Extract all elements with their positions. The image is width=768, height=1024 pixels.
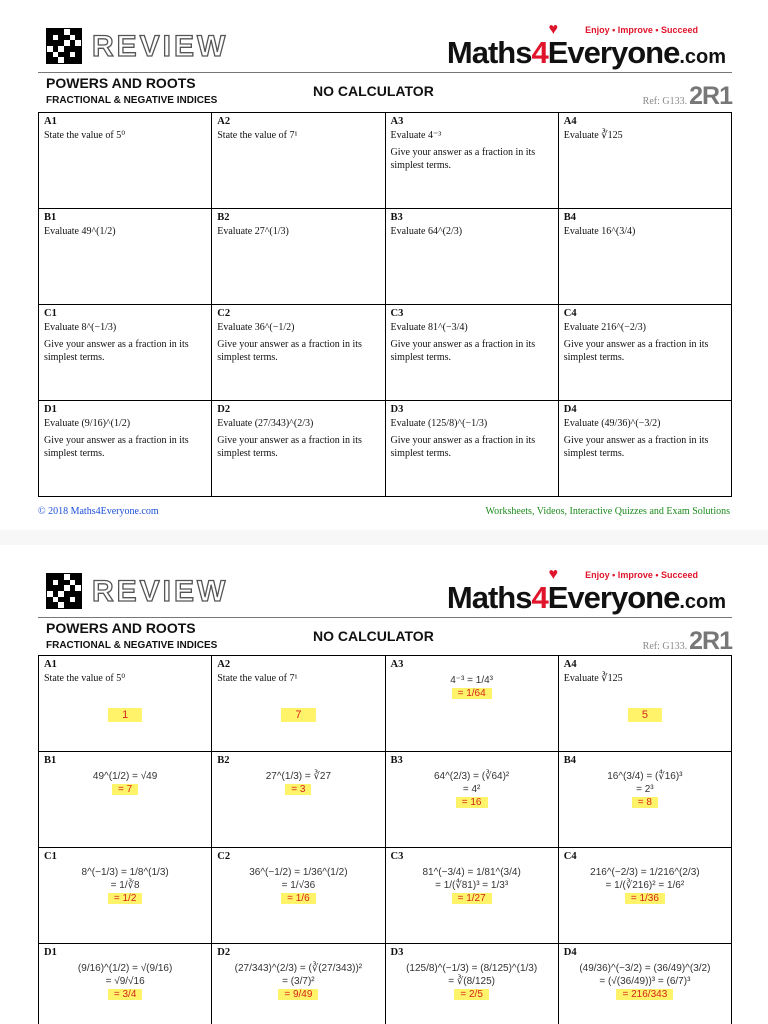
resources-link[interactable]: Worksheets, Videos, Interactive Quizzes and Exam Solutions xyxy=(485,506,730,517)
question-text: Evaluate 81^(−3/4) xyxy=(390,322,468,333)
question-instruction: Give your answer as a fraction in its simplest terms. xyxy=(390,339,536,363)
final-answer: = 1/36 xyxy=(625,893,665,904)
final-answer: 7 xyxy=(281,708,315,722)
question-text: Evaluate 216^(−2/3) xyxy=(563,322,647,333)
ref-code: 2R1 xyxy=(689,82,732,110)
solution-step: 16^(3/4) = (∜16)³ xyxy=(607,771,683,782)
question-instruction: Give your answer as a fraction in its simplest terms. xyxy=(44,435,189,459)
question-cell xyxy=(559,209,732,305)
answer-cell xyxy=(386,656,559,752)
header-divider xyxy=(38,72,732,73)
brand-text-tail: Everyone xyxy=(547,35,680,70)
review-label: REVIEW xyxy=(92,575,229,608)
question-cell xyxy=(212,209,385,305)
solution-step: = 1/√36 xyxy=(281,880,316,891)
question-label: A2 xyxy=(217,116,231,127)
solution-step: = 2³ xyxy=(636,784,654,795)
question-text: Evaluate (27/343)^(2/3) xyxy=(217,418,314,429)
question-text: Evaluate (125/8)^(−1/3) xyxy=(390,418,488,429)
final-answer: = 3/4 xyxy=(108,989,143,1000)
solution-step: = 1/(∛216)² = 1/6² xyxy=(605,880,685,891)
answer-label: C3 xyxy=(390,851,404,862)
solution-step: = (3/7)² xyxy=(282,976,315,987)
answer-question-text: State the value of 7¹ xyxy=(217,673,298,684)
final-step xyxy=(386,687,558,700)
answer-label: B1 xyxy=(44,755,57,766)
question-cell xyxy=(386,305,559,401)
question-label: B1 xyxy=(44,212,57,223)
worked-solution xyxy=(212,770,384,796)
question-label: C3 xyxy=(390,308,404,319)
question-text: Evaluate 49^(1/2) xyxy=(44,226,116,237)
final-answer: = 9/49 xyxy=(278,989,318,1000)
question-cell xyxy=(559,113,732,209)
question-cell xyxy=(39,113,212,209)
question-instruction: Give your answer as a fraction in its simplest terms. xyxy=(390,147,536,171)
question-label: B3 xyxy=(390,212,403,223)
question-text: Evaluate (49/36)^(−3/2) xyxy=(563,418,661,429)
page-subtitle: FRACTIONAL & NEGATIVE INDICES xyxy=(46,640,218,651)
heart-icon: ♥ xyxy=(548,566,558,583)
solution-step: (9/16)^(1/2) = √(9/16) xyxy=(77,963,173,974)
answer-label: A4 xyxy=(563,659,577,670)
worked-solution xyxy=(39,962,211,1001)
question-label: D4 xyxy=(563,404,577,415)
question-text: Evaluate 27^(1/3) xyxy=(217,226,289,237)
final-answer: = 3 xyxy=(285,784,311,795)
question-label: A4 xyxy=(563,116,577,127)
question-cell xyxy=(559,401,732,497)
question-text: Evaluate 36^(−1/2) xyxy=(217,322,295,333)
brand-text: Maths xyxy=(446,35,532,70)
final-answer: = 1/27 xyxy=(452,893,492,904)
question-text: Evaluate 16^(3/4) xyxy=(563,226,636,237)
solution-step: (125/8)^(−1/3) = (8/125)^(1/3) xyxy=(406,963,538,974)
question-cell xyxy=(39,209,212,305)
brand-logo xyxy=(447,36,726,74)
solution-step: = 4² xyxy=(462,784,481,795)
solution-step: = ∛(8/125) xyxy=(448,976,495,987)
answer-cell xyxy=(39,656,212,752)
brand-logo xyxy=(447,581,726,619)
answer-cell xyxy=(559,944,732,1024)
question-grid xyxy=(38,112,732,497)
reference-code xyxy=(643,627,732,656)
solution-step: 8^(−1/3) = 1/8^(1/3) xyxy=(81,867,169,878)
final-answer: = 8 xyxy=(632,797,658,808)
qr-code-icon xyxy=(46,573,82,609)
answer-label: B2 xyxy=(217,755,230,766)
answer-cell xyxy=(386,944,559,1024)
question-label: B2 xyxy=(217,212,230,223)
page-title: POWERS AND ROOTS xyxy=(46,75,196,91)
final-step xyxy=(212,988,384,1001)
answer-label: C2 xyxy=(217,851,231,862)
worked-solution xyxy=(386,674,558,700)
question-text: Evaluate 64^(2/3) xyxy=(390,226,463,237)
answer-cell xyxy=(559,848,732,944)
final-step xyxy=(559,796,731,809)
question-label: B4 xyxy=(563,212,577,223)
final-step xyxy=(39,783,211,796)
worked-solution xyxy=(386,962,558,1001)
worked-solution xyxy=(386,866,558,905)
final-answer: = 1/6 xyxy=(281,893,316,904)
worked-solution xyxy=(39,770,211,796)
answer-cell xyxy=(212,944,385,1024)
final-step xyxy=(559,988,731,1001)
final-step xyxy=(39,988,211,1001)
question-cell xyxy=(212,305,385,401)
page-header-answers xyxy=(38,567,732,617)
qr-code-icon xyxy=(46,28,82,64)
final-step xyxy=(212,892,384,905)
question-label: A3 xyxy=(390,116,404,127)
answer-cell xyxy=(559,656,732,752)
question-instruction: Give your answer as a fraction in its simplest terms. xyxy=(390,435,536,459)
answer-cell xyxy=(386,752,559,848)
question-instruction: Give your answer as a fraction in its simplest terms. xyxy=(563,435,709,459)
worked-solution xyxy=(212,866,384,905)
worked-solution xyxy=(559,962,731,1001)
answer-label: D4 xyxy=(563,947,577,958)
worked-solution xyxy=(39,866,211,905)
question-label: D3 xyxy=(390,404,404,415)
solution-step: (49/36)^(−3/2) = (36/49)^(3/2) xyxy=(579,963,711,974)
calculator-notice: NO CALCULATOR xyxy=(313,628,434,644)
final-answer: = 1/64 xyxy=(452,688,492,699)
solution-step: 4⁻³ = 1/4³ xyxy=(450,675,494,686)
brand-tagline: Enjoy • Improve • Succeed xyxy=(585,570,698,580)
brand-tagline: Enjoy • Improve • Succeed xyxy=(585,25,698,35)
question-label: C1 xyxy=(44,308,57,319)
ref-code: 2R1 xyxy=(689,627,732,655)
question-label: D1 xyxy=(44,404,57,415)
answer-label: A3 xyxy=(390,659,404,670)
final-answer: = 7 xyxy=(112,784,138,795)
solution-step: 64^(2/3) = (∛64)² xyxy=(433,771,510,782)
question-cell xyxy=(386,113,559,209)
brand-text-tail: Everyone xyxy=(547,580,680,615)
answer-label: D1 xyxy=(44,947,57,958)
question-text: Evaluate 4⁻³ xyxy=(390,130,442,141)
final-answer: = 1/2 xyxy=(108,893,143,904)
solution-step: (27/343)^(2/3) = (∛(27/343))² xyxy=(234,963,363,974)
final-step xyxy=(559,892,731,905)
answer-cell xyxy=(212,848,385,944)
brand-four: 4 xyxy=(531,580,548,615)
solution-step: = 1/∛8 xyxy=(110,880,140,891)
header-divider xyxy=(38,617,732,618)
question-cell xyxy=(212,401,385,497)
question-instruction: Give your answer as a fraction in its simplest terms. xyxy=(217,435,362,459)
answer-question-text: State the value of 5⁰ xyxy=(44,673,126,684)
final-answer: = 216/343 xyxy=(616,989,673,1000)
brand-com: .com xyxy=(679,46,726,68)
worked-solution xyxy=(559,770,731,809)
answer-cell xyxy=(386,848,559,944)
question-label: A1 xyxy=(44,116,57,127)
answer-cell xyxy=(39,944,212,1024)
ref-prefix: Ref: G133. xyxy=(642,96,688,107)
answer-cell xyxy=(39,848,212,944)
answer-question-text: Evaluate ∛125 xyxy=(563,673,623,684)
final-answer: 5 xyxy=(628,708,662,722)
final-step xyxy=(212,783,384,796)
brand-com: .com xyxy=(679,591,726,613)
question-text: Evaluate ∛125 xyxy=(563,130,623,141)
worksheet-page-answers xyxy=(0,545,768,1024)
answer-label: A2 xyxy=(217,659,231,670)
page-header xyxy=(38,22,732,72)
question-instruction: Give your answer as a fraction in its simplest terms. xyxy=(217,339,362,363)
final-answer: = 2/5 xyxy=(454,989,489,1000)
answer-grid xyxy=(38,655,732,1024)
question-cell xyxy=(386,401,559,497)
answer-cell xyxy=(559,752,732,848)
review-label: REVIEW xyxy=(92,30,229,63)
reference-code xyxy=(643,82,732,111)
worked-solution xyxy=(212,962,384,1001)
question-label: D2 xyxy=(217,404,231,415)
page-subtitle: FRACTIONAL & NEGATIVE INDICES xyxy=(46,95,218,106)
ref-prefix: Ref: G133. xyxy=(642,641,688,652)
question-cell xyxy=(39,401,212,497)
answer-label: C4 xyxy=(563,851,577,862)
answer-label: A1 xyxy=(44,659,57,670)
answer-label: D3 xyxy=(390,947,404,958)
question-cell xyxy=(559,305,732,401)
question-text: Evaluate (9/16)^(1/2) xyxy=(44,418,131,429)
solution-step: 81^(−3/4) = 1/81^(3/4) xyxy=(422,867,521,878)
solution-step: 216^(−2/3) = 1/216^(2/3) xyxy=(590,867,700,878)
answer-label: C1 xyxy=(44,851,57,862)
brand-four: 4 xyxy=(531,35,548,70)
solution-step: = √9/√16 xyxy=(105,976,145,987)
calculator-notice: NO CALCULATOR xyxy=(313,83,434,99)
answer-cell xyxy=(212,656,385,752)
final-answer: = 16 xyxy=(456,797,488,808)
question-cell xyxy=(386,209,559,305)
question-label: C4 xyxy=(563,308,577,319)
answer-cell xyxy=(39,752,212,848)
final-answer: 1 xyxy=(108,708,142,722)
answer-cell xyxy=(212,752,385,848)
question-text: State the value of 5⁰ xyxy=(44,130,126,141)
copyright-link[interactable]: © 2018 Maths4Everyone.com xyxy=(38,506,159,517)
question-instruction: Give your answer as a fraction in its simplest terms. xyxy=(44,339,189,363)
final-step xyxy=(39,892,211,905)
worked-solution xyxy=(559,866,731,905)
answer-label: B3 xyxy=(390,755,403,766)
solution-step: 27^(1/3) = ∛27 xyxy=(265,771,332,782)
brand-text: Maths xyxy=(446,580,532,615)
page-title: POWERS AND ROOTS xyxy=(46,620,196,636)
solution-step: = 1/(∜81)³ = 1/3³ xyxy=(435,880,509,891)
solution-step: 36^(−1/2) = 1/36^(1/2) xyxy=(249,867,348,878)
question-instruction: Give your answer as a fraction in its simplest terms. xyxy=(563,339,709,363)
solution-step: = (√(36/49))³ = (6/7)³ xyxy=(599,976,691,987)
answer-label: B4 xyxy=(563,755,577,766)
question-cell xyxy=(212,113,385,209)
page-separator xyxy=(0,530,768,545)
question-text: State the value of 7¹ xyxy=(217,130,298,141)
worked-solution xyxy=(386,770,558,809)
question-cell xyxy=(39,305,212,401)
solution-step: 49^(1/2) = √49 xyxy=(92,771,158,782)
question-label: C2 xyxy=(217,308,231,319)
question-text: Evaluate 8^(−1/3) xyxy=(44,322,117,333)
answer-label: D2 xyxy=(217,947,231,958)
final-step xyxy=(386,796,558,809)
final-step xyxy=(386,892,558,905)
final-step xyxy=(386,988,558,1001)
heart-icon: ♥ xyxy=(548,21,558,38)
